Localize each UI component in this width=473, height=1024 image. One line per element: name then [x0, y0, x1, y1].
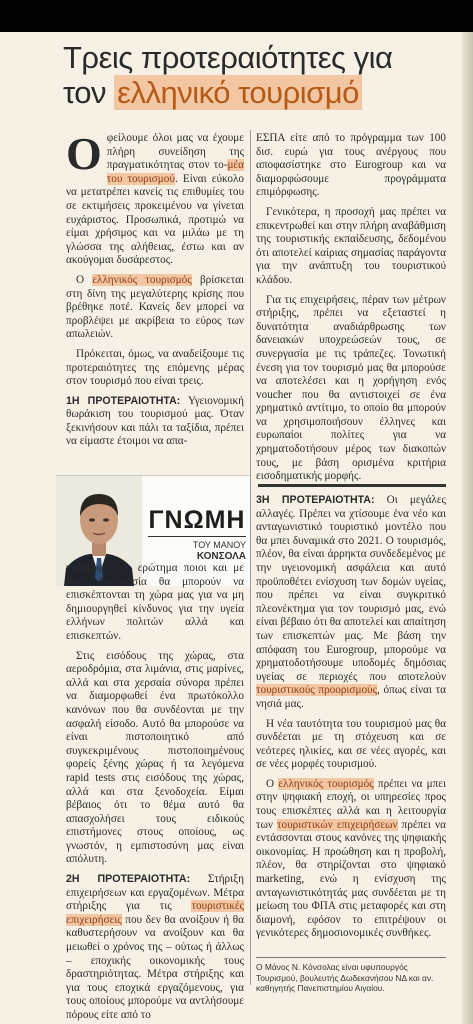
text-run: φείλουμε όλοι μας να έχουμε πλήρη συνείδηση της πραγματικότητας στον το- — [106, 132, 244, 172]
author-name: ΚΟΝΣΟΛΑ — [196, 551, 246, 562]
paragraph: Η νέα ταυτότητα του τουρισμού μας θα συνδέεται με τη στόχευση και σε νεότερες ηλικίες, και σε νέες αγορές, και σε νέες μορφές τουρισμού. — [256, 717, 446, 771]
text-run: Στήριξη επιχειρήσεων και εργαζομένων. Μέτρα στήριξης για τις — [66, 873, 244, 913]
headline-line-2 — [63, 75, 463, 110]
paragraph: Γενικότερα, η προσοχή μας πρέπει να επικεντρωθεί και στην πλήρη αναβάθμιση της τουριστικής εκπαίδευσης, δεδομένου ότι αποτελεί καίριας σημασίας παράγοντα για την ανάπτυξη του τουριστικού κλάδου. — [256, 205, 446, 286]
headline-line-1: Τρεις προτεραιότητες για — [63, 40, 393, 75]
priority-3-paragraph — [256, 494, 446, 712]
opinion-label: ΓΝΩΜΗ — [148, 506, 246, 534]
section-label: 1Η ΠΡΟΤΕΡΑΙΟΤΗΤΑ: — [66, 394, 181, 407]
text-run: Υγειονομική θωράκιση του τουρισμού μας. Όταν ξεκινήσουν και πάλι τα ταξίδια, πρέπει να είμαστε έτοιμοι να απα- — [66, 394, 245, 448]
text-run: που δεν θα ανοίξουν ή θα καθυστερήσουν να ανοίξουν και θα μειωθεί ο χρόνος της – ούτως ή άλλως – εποχικής οικονομικής τους δραστηριότητας. Μέτρα στήριξης και για τους εποχικά εργαζόμενους, για τους οποίους μπορούμε να αντλήσουμε πόρους είτε από το — [66, 913, 244, 1021]
text-run: . Είναι εύκολο να μετατρέπει κανείς τις επιθυμίες του σε εκτιμήσεις προκειμένου να γίνεται ευχάριστος. Προσωπικά, προτιμώ να είμαι χρήσιμος και να μιλάω με τη γλώσσα της αλήθειας, έστω και αν ακούγομαι δυσάρεστος. — [66, 172, 245, 267]
author-footnote: Ο Μάνος Ν. Κόνσολας είναι υφυπουργός Τουρισμού, βουλευτής Δωδεκανήσου ΝΔ και αν. καθηγητής Πανεπιστημίου Αιγαίου. — [256, 962, 434, 993]
text-run: πρέπει να εντάσσονται στους κανόνες της ψηφιακής οικονομίας. Η προώθηση και η προβολή, πλέον, θα στηρίζονται στο ψηφιακό marketing, ενώ η ενίσχυση της ανταγωνιστικότητάς μας συνδέεται με τη μείωση του ΦΠΑ στις μεταφορές και στη διαμονή, εφόσον το επιτρέψουν οι γενικότερες δημοσιονομικές συνθήκες. — [256, 818, 446, 940]
highlight-run: ελληνικός τουρισμός — [92, 273, 192, 286]
right-column-top — [256, 132, 446, 490]
section-label: 2Η ΠΡΟΤΕΡΑΙΟΤΗΤΑ: — [66, 873, 191, 886]
paragraph: Για τις επιχειρήσεις, πέραν των μέτρων στήριξης, πρέπει να εξεταστεί η δυνατότητα αναδιάρθρωσης των δανειακών υποχρεώσεών τους, σε συνεργασία με τις τράπεζες. Τονωτική ένεση για τον τουρισμό μας θα μπορούσε να αποτελέσει και η χορήγηση ενός voucher που θα αντιστοιχεί σε ένα χρηματικό αντίτιμο, το οποίο θα μπορούν να χρησιμοποιήσουν έλληνες και ευρωπαίοι πολίτες για να χρηματοδοτήσουν μέρος των διακοπών τους, με βάση ορισμένα κριτήρια εισοδηματικής μορφής. — [256, 293, 446, 483]
text-run: Ο — [76, 273, 93, 286]
opinion-rule — [148, 536, 246, 537]
section-separator — [258, 484, 446, 487]
priority-1-paragraph — [66, 395, 244, 449]
left-column-top — [66, 128, 245, 455]
left-column-bottom — [66, 562, 244, 1024]
text-run: βρίσκεται στη δίνη της μεγαλύτερης κρίσης που βρέθηκε ποτέ. Κανείς δεν μπορεί να προβλέψει με ακρίβεια το εύρος των απωλειών. — [66, 273, 244, 341]
highlight-run: τουριστικών επιχειρήσεων — [277, 818, 398, 831]
newspaper-page — [0, 32, 473, 1024]
column-divider — [250, 130, 251, 985]
highlight-run: μέα του τουρισμού — [106, 159, 244, 185]
right-column-bottom — [256, 494, 446, 947]
article-headline — [63, 40, 463, 110]
paragraph — [66, 274, 244, 342]
text-run: Οι μεγάλες αλλαγές. Πρέπει να χτίσουμε ένα νέο και ανταγωνιστικό τουριστικό μοντέλο που θα μπει δυναμικά στο 2021. Ο τουρισμός, πλέον, θα είναι άρρηκτα συνδεδεμένος με την υγειονομική ασφάλεια και αυτό προϋποθέτει ενίσχυση των δομών υγείας, που πρέπει να είναι συγκριτικό πλεονέκτημα για τον τουρισμό μας, ενώ είναι βέβαιο ότι θα αποτελεί και απαίτηση των επισκεπτών μας. Με βάση την απόφαση του Eurogroup, μπορούμε να χρηματοδοτήσουμε υποδομές δημόσιας υγείας σε περιοχές που αποτελούν — [256, 494, 446, 683]
author-byline — [148, 540, 246, 562]
page-fold-edge — [462, 32, 473, 1024]
highlight-run: τουριστικές επιχειρήσεις — [66, 900, 244, 926]
paragraph: Πρόκειται, όμως, να αναδείξουμε τις προτεραιότητες της επόμενης μέρας στον τουρισμό που είναι τρεις. — [66, 347, 244, 388]
headline-prefix: τον — [63, 75, 115, 110]
priority-2-paragraph — [66, 873, 244, 1023]
headline-highlight: ελληνικό τουρισμό — [114, 75, 362, 110]
text-run: Ο — [266, 777, 279, 790]
paragraph: ΕΣΠΑ είτε από το πρόγραμμα των 100 δισ. ευρώ για τους ανέργους που αποφασίστηκε στο Eurogroup και να διαμορφώσουμε προγράμματα επιμόρφωσης. — [256, 132, 446, 199]
highlight-run: τουριστικούς προορισμούς — [256, 684, 378, 697]
paragraph: ντήσουμε στο ερώτημα ποιοι και με ποια διαδικασία θα μπορούν να επισκέπτονται τη χώρα μας για να μη δημιουργηθεί κίνδυνος για την υγεία ελλήνων πολιτών αλλά και επισκεπτών. — [66, 562, 244, 642]
text-run: , όπως είναι τα νησιά μας. — [256, 684, 446, 710]
author-prefix: ΤΟΥ ΜΑΝΟΥ — [192, 540, 246, 550]
highlight-run: ελληνικός τουρισμός — [278, 777, 374, 790]
paragraph — [256, 778, 446, 941]
footnote-rule — [256, 957, 446, 958]
section-label: 3Η ΠΡΟΤΕΡΑΙΟΤΗΤΑ: — [256, 494, 375, 506]
drop-cap: Ο — [66, 128, 102, 179]
intro-paragraph — [66, 128, 245, 268]
top-black-bar — [0, 0, 473, 32]
paragraph: Στις εισόδους της χώρας, στα αεροδρόμια, στα λιμάνια, στις μαρίνες, αλλά και στα χερσαία σύνορα πρέπει να διαμορφωθεί ένα πρωτόκολλο κανόνων που θα συνδέονται με την ασφαλή είσοδο. Αυτό θα μπορούσε να είναι πιστοποιητικό από συγκεκριμένους πιστοποιημένους φορείς ξένης χώρας ή τα λεγόμενα rapid tests στις εισόδους της χώρας, αλλά και στα ξενοδοχεία. Είμαι βέβαιος ότι το θέμα αυτό θα απασχολήσει τους ειδικούς επιστήμονες στους οποίους, ως γνωστόν, η εμπιστοσύνη μας είναι απόλυτη. — [66, 649, 244, 866]
text-run: πρέπει να μπει στην ψηφιακή εποχή, οι υπηρεσίες προς τους επισκέπτες αλλά και η λειτουργία των — [256, 777, 446, 831]
